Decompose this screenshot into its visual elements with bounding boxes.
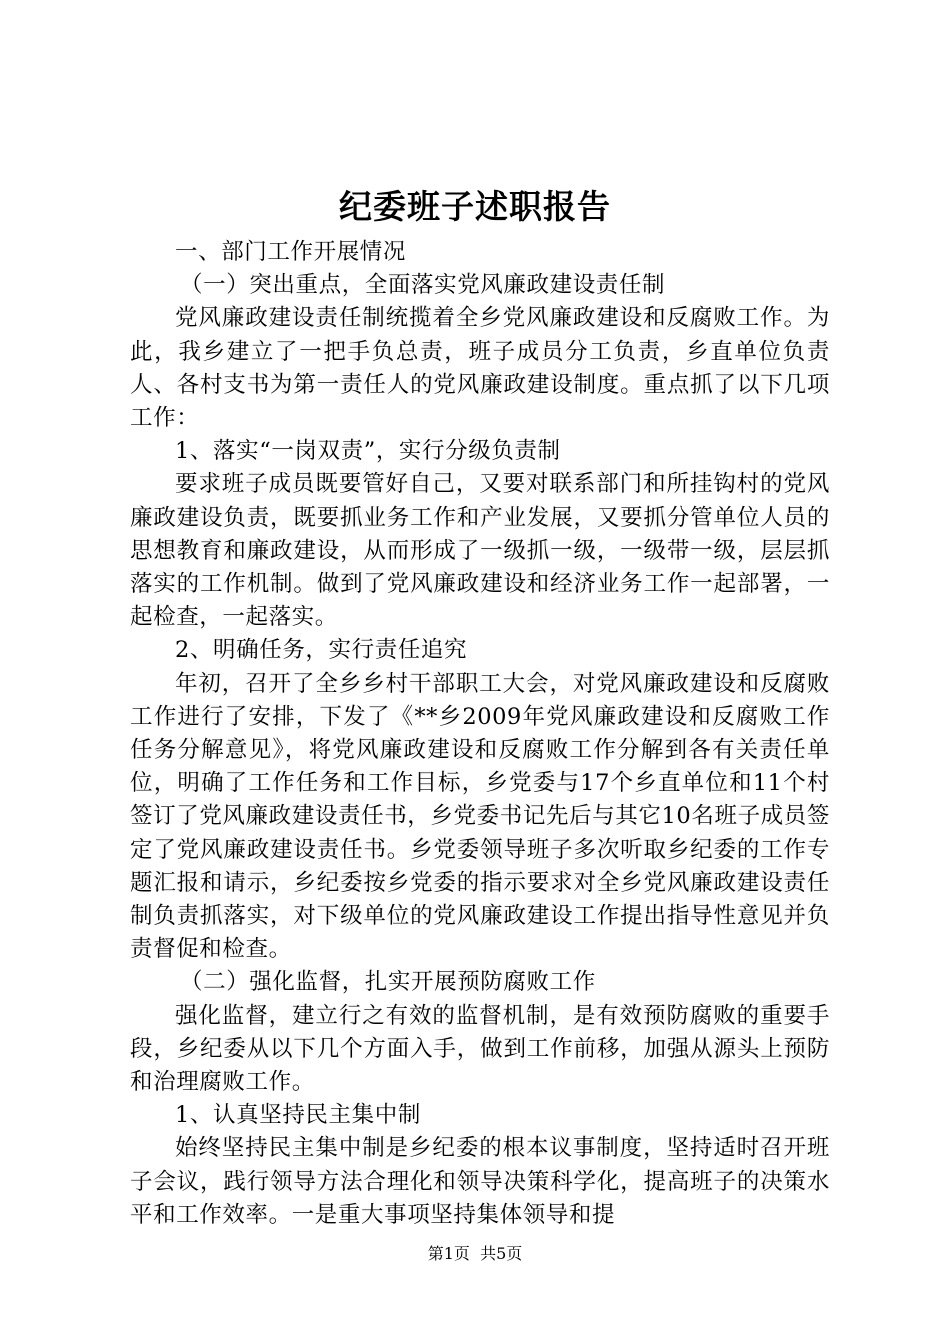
subsection-heading: （二）强化监督，扎实开展预防腐败工作 <box>180 969 596 996</box>
paragraph: 党风廉政建设责任制统揽着全乡党风廉政建设和反腐败工作。为此，我乡建立了一把手负总责，班子成员分工负责，乡直单位负责人、各村支书为第一责任人的党风廉政建设制度。重点抓了以下几项工作： <box>130 305 830 432</box>
item-heading: 1、落实“一岗双责”，实行分级负责制 <box>175 438 561 465</box>
item-heading: 1、认真坚持民主集中制 <box>175 1102 421 1129</box>
section-heading: 一、部门工作开展情况 <box>175 239 407 265</box>
paragraph: 强化监督，建立行之有效的监督机制，是有效预防腐败的重要手段，乡纪委从以下几个方面入手，做到工作前移，加强从源头上预防和治理腐败工作。 <box>130 1002 830 1096</box>
page-number-footer: 第1页 共5页 <box>427 1244 523 1263</box>
paragraph: 始终坚持民主集中制是乡纪委的根本议事制度，坚持适时召开班子会议，践行领导方法合理化和领导决策科学化，提高班子的决策水平和工作效率。一是重大事项坚持集体领导和提 <box>130 1135 830 1228</box>
subsection-heading: （一）突出重点，全面落实党风廉政建设责任制 <box>180 272 666 299</box>
document-body <box>130 236 830 1232</box>
paragraph: 年初，召开了全乡乡村干部职工大会，对党风廉政建设和反腐败工作进行了安排，下发了《**乡2009年党风廉政建设和反腐败工作任务分解意见》，将党风廉政建设和反腐败工作分解到各有关责任单位，明确了工作任务和工作目标，乡党委与17个乡直单位和11个村签订了党风廉政建设责任书，乡党委书记先后与其它10名班子成员签定了党风廉政建设责任书。乡党委领导班子多次听取乡纪委的工作专题汇报和请示，乡纪委按乡党委的指示要求对全乡党风廉政建设责任制负责抓落实，对下级单位的党风廉政建设工作提出指导性意见并负责督促和检查。 <box>130 670 830 963</box>
paragraph: 要求班子成员既要管好自己，又要对联系部门和所挂钩村的党风廉政建设负责，既要抓业务工作和产业发展，又要抓分管单位人员的思想教育和廉政建设，从而形成了一级抓一级，一级带一级，层层抓落实的工作机制。做到了党风廉政建设和经济业务工作一起部署，一起检查，一起落实。 <box>130 471 830 631</box>
document-title: 纪委班子述职报告 <box>339 187 611 226</box>
item-heading: 2、明确任务，实行责任追究 <box>175 637 468 664</box>
